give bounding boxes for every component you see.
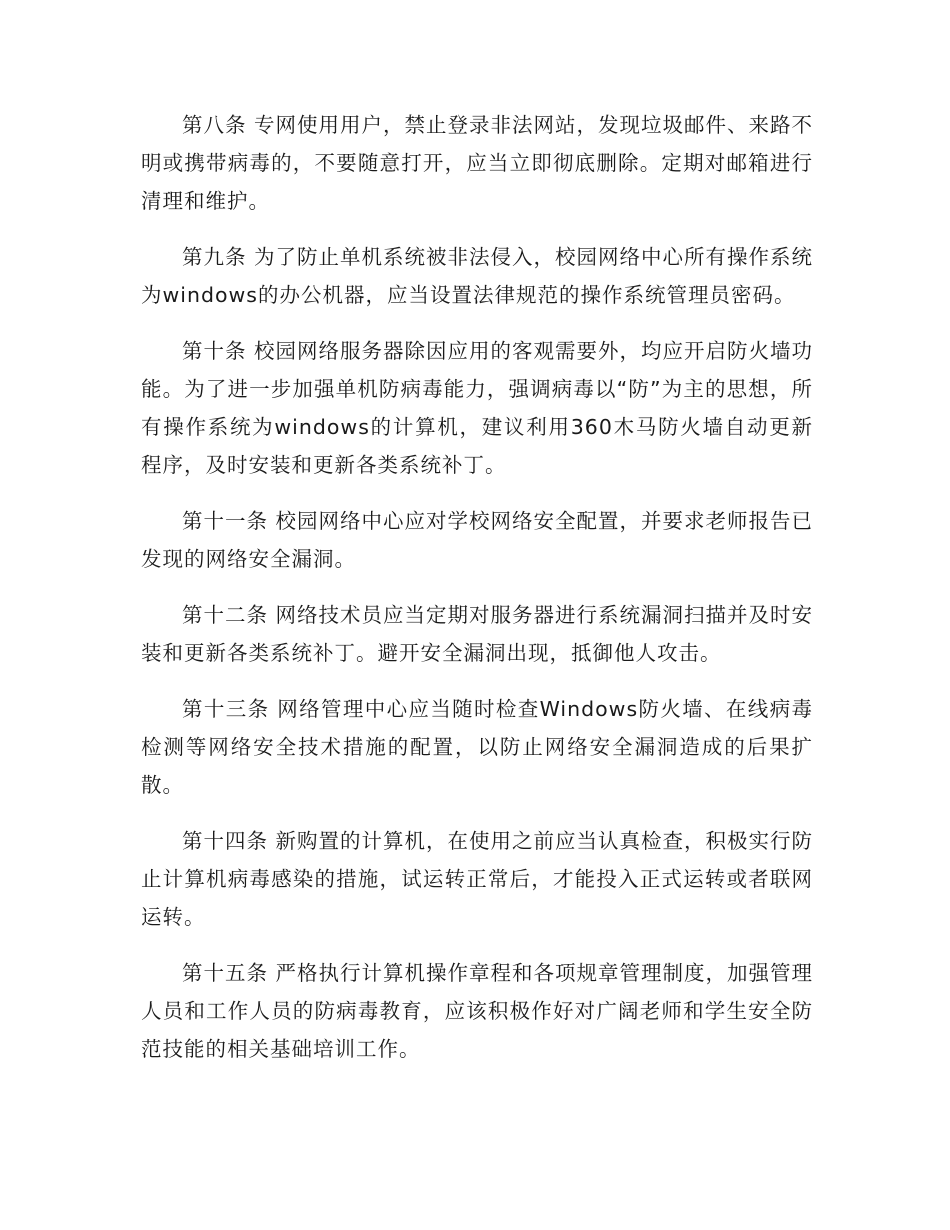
article-13-paragraph: 第十三条 网络管理中心应当随时检查Windows防火墙、在线病毒检测等网络安全技术措施的配置，以防止网络安全漏洞造成的后果扩散。 xyxy=(141,697,813,797)
article-11-paragraph: 第十一条 校园网络中心应对学校网络安全配置，并要求老师报告已发现的网络安全漏洞。 xyxy=(141,509,814,571)
article-10-paragraph: 第十条 校园网络服务器除因应用的客观需要外，均应开启防火墙功能。为了进一步加强单机防病毒能力，强调病毒以“防”为主的思想，所有操作系统为windows的计算机，建议利用360木马防火墙自动更新程序，及时安装和更新各类系统补丁。 xyxy=(141,339,814,477)
article-9-paragraph: 第九条 为了防止单机系统被非法侵入，校园网络中心所有操作系统为windows的办公机器，应当设置法律规范的操作系统管理员密码。 xyxy=(141,245,814,307)
article-8-paragraph: 第八条 专网使用用户，禁止登录非法网站，发现垃圾邮件、来路不明或携带病毒的，不要随意打开，应当立即彻底删除。定期对邮箱进行清理和维护。 xyxy=(141,113,814,213)
article-14-paragraph: 第十四条 新购置的计算机，在使用之前应当认真检查，积极实行防止计算机病毒感染的措施，试运转正常后，才能投入正式运转或者联网运转。 xyxy=(141,829,814,929)
document-body xyxy=(141,106,813,1086)
article-15-paragraph: 第十五条 严格执行计算机操作章程和各项规章管理制度，加强管理人员和工作人员的防病毒教育，应该积极作好对广阔老师和学生安全防范技能的相关基础培训工作。 xyxy=(141,961,814,1061)
article-12-paragraph: 第十二条 网络技术员应当定期对服务器进行系统漏洞扫描并及时安装和更新各类系统补丁。避开安全漏洞出现，抵御他人攻击。 xyxy=(141,603,814,665)
